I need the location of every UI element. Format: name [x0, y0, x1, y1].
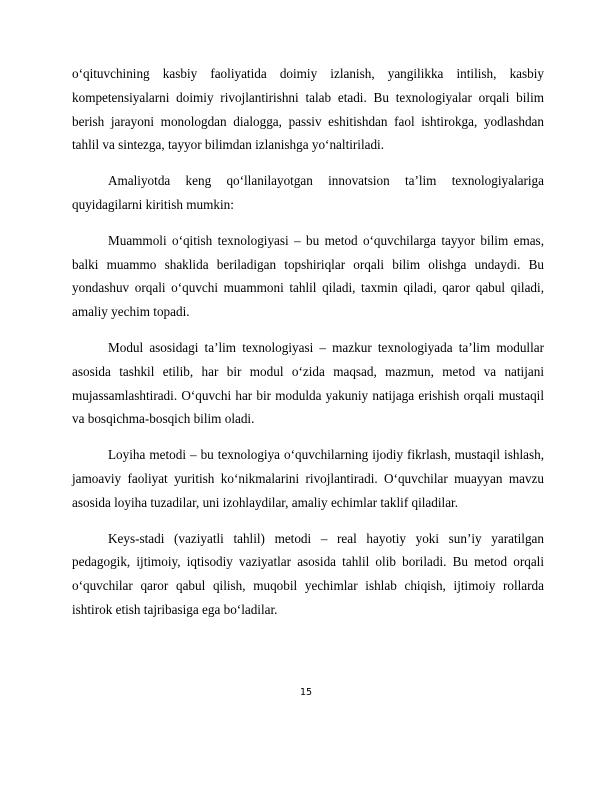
paragraph-project-method: Loyiha metodi – bu texnologiya o‘quvchilarning ijodiy fikrlash, mustaqil ishlash, jamoaviy faoliyat yuritish ko‘nikmalarini rivojlantiradi. O‘quvchilar muayyan mavzu asosida loyiha tuzadilar, uni izohlaydilar, amaliy echimlar taklif qiladilar. — [72, 447, 544, 510]
paragraph-problem-based-learning: Muammoli o‘qitish texnologiyasi – bu metod o‘quvchilarga tayyor bilim emas, balki muammo shaklida beriladigan topshiriqlar orqali bilim olishga undaydi. Bu yondashuv orqali o‘quvchi muammoni tahlil qiladi, taxmin qiladi, qaror qabul qiladi, amaliy yechim topadi. — [72, 232, 544, 320]
paragraph-innovative-technologies-intro: Amaliyotda keng qo‘llanilayotgan innovatsion ta’lim texnologiyalariga quyidagilarni kiritish mumkin: — [72, 173, 544, 212]
paragraph-modular-learning: Modul asosidagi ta’lim texnologiyasi – mazkur texnologiyada ta’lim modullar asosida tashkil etilib, har bir modul o‘zida maqsad, mazmun, metod va natijani mujassamlashtiradi. O‘quvchi har bir modulda yakuniy natijaga erishish orqali mustaqil va bosqichma-bosqich bilim oladi. — [72, 339, 544, 427]
paragraph-continuation: o‘qituvchining kasbiy faoliyatida doimiy izlanish, yangilikka intilish, kasbiy kompetensiyalarni doimiy rivojlantirishni talab etadi. Bu texnologiyalar orqali bilim berish jarayoni monologdan dialogga, passiv eshitishdan faol ishtirokga, yodlashdan tahlil va sintezga, tayyor bilimdan izlanishga yo‘naltiriladi. — [72, 66, 544, 153]
page-number: 15 — [299, 687, 313, 698]
document-page — [72, 62, 544, 634]
paragraph-case-study-method: Keys-stadi (vaziyatli tahlil) metodi – real hayotiy yoki sun’iy yaratilgan pedagogik, ijtimoiy, iqtisodiy vaziyatlar asosida tahlil olib boriladi. Bu metod orqali o‘quvchilar qaror qabul qilish, muqobil yechimlar ishlab chiqish, ijtimoiy rollarda ishtirok etish tajribasiga ega bo‘ladilar. — [72, 530, 544, 617]
